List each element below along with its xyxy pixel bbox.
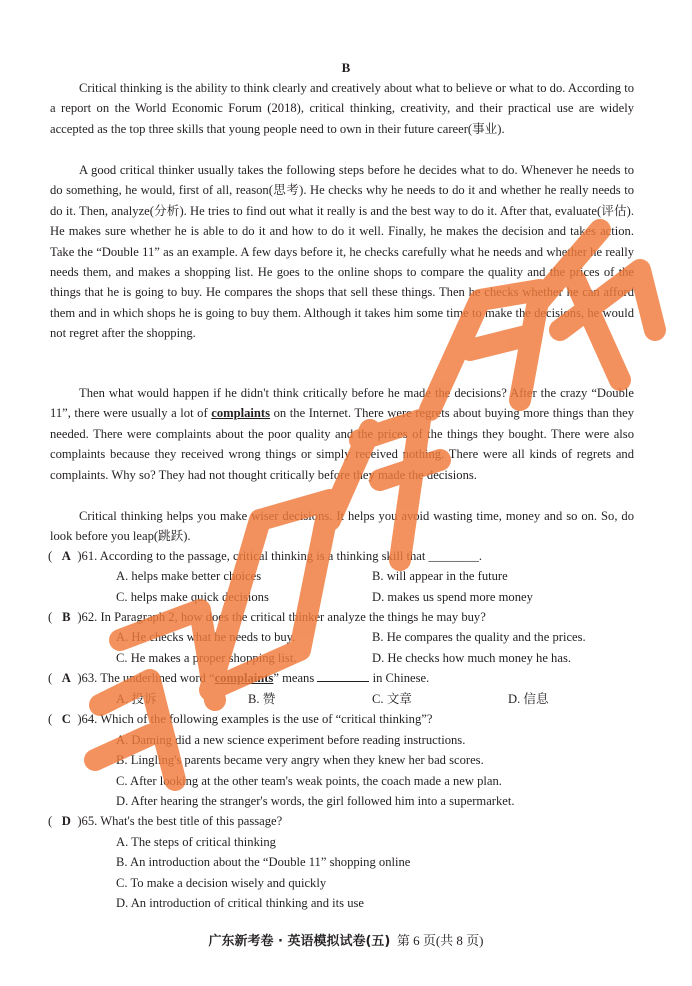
option-62b[interactable]: B. He compares the quality and the prices. [372,630,586,644]
answer-61: A [61,549,71,563]
option-65b[interactable]: B. An introduction about the “Double 11” shopping online [116,855,411,869]
question-stem-a: The underlined word “ [100,671,215,685]
option-61b[interactable]: B. will appear in the future [372,569,508,583]
question-stem: What's the best title of this passage? [100,814,283,828]
option-63b[interactable]: B. 赞 [248,692,276,706]
option-65d[interactable]: D. An introduction of critical thinking and its use [116,896,364,910]
option-65c[interactable]: C. To make a decision wisely and quickly [116,876,327,890]
question-62: ( B )62. In Paragraph 2, how does the critical thinker analyze the things he may buy? [48,607,638,627]
footer-page: 第 6 页(共 8 页) [396,933,484,948]
option-64c[interactable]: C. After looking at the other team's weak points, the coach made a new plan. [116,774,502,788]
question-stem: Which of the following examples is the use of “critical thinking”? [100,712,433,726]
option-62d[interactable]: D. He checks how much money he has. [372,651,571,665]
underlined-word-63: complaints [214,671,274,685]
question-stem: According to the passage, critical thinking is a thinking skill that ________. [99,549,483,563]
paragraph-1: Critical thinking is the ability to think clearly and creatively about what to believe or what to do. According to a report on the World Economic Forum (2018), critical thinking, creativity, and their practical use are widely accepted as the top three skills that young people need to own in their future career(事业). [50,81,634,136]
answer-63: A [61,671,71,685]
section-title: B [341,60,351,75]
option-61d[interactable]: D. makes us spend more money [372,590,533,604]
answer-blank[interactable] [317,669,369,682]
option-62c[interactable]: C. He makes a proper shopping list. [116,651,297,665]
option-63c[interactable]: C. 文章 [372,692,412,706]
footer-brand: 广东新考卷 · 英语模拟试卷(五) [208,934,391,949]
question-stem: In Paragraph 2, how does the critical thinker analyze the things he may buy? [100,610,486,624]
paragraph-3 [50,383,634,485]
paragraph-2: A good critical thinker usually takes the following steps before he decides what to do. Whenever he needs to do something, he would, first of all, reason(思考). He checks why he needs to do it and whether he really needs to do it. Then, analyze(分析). He tries to find out what it really is and the best way to do it. After that, evaluate(评估). He makes sure whether he is able to do it and how to do it well. Finally, he makes the decision and takes action. Take the “Double 11” as an example. A few days before it, he checks carefully what he needs and whether he really needs them, and makes a shopping list. He goes to the online shops to compare the quality and the prices of the things that he is going to buy. He compares the shops that sell these things. Then he checks whether he can afford them and in which shops he is going to buy them. Although it takes him some time to make the decisions, he would not regret after the shopping. [50,163,634,341]
option-63a[interactable]: A. 投诉 [116,692,157,706]
question-stem-c: in Chinese. [372,671,430,685]
option-64a[interactable]: A. Daming did a new science experiment before reading instructions. [116,733,466,747]
answer-64: C [61,712,71,726]
option-62a[interactable]: A. He checks what he needs to buy. [116,630,296,644]
option-61c[interactable]: C. helps make quick decisions [116,590,269,604]
option-63d[interactable]: D. 信息 [508,692,549,706]
option-64b[interactable]: B. Lingling's parents became very angry when they knew her bad scores. [116,753,484,767]
question-64: ( C )64. Which of the following examples is the use of “critical thinking”? [48,709,638,729]
paragraph-3-text-b: on the Internet. There were regrets about buying more things than they needed. There were complaints about the poor quality and the prices of the things they bought. There were also complaints because they received wrong things or simply received nothing. There were all kinds of regrets and complaints. Why so? They had not thought critically before they made the decisions. [50,406,635,482]
underlined-word: complaints [211,406,271,421]
question-stem-b: ” means [273,671,315,685]
page-footer [0,930,692,949]
question-61: ( A )61. According to the passage, critical thinking is a thinking skill that ________. [48,546,638,566]
question-65: ( D )65. What's the best title of this passage? [48,811,638,831]
answer-65: D [61,814,71,828]
option-64d[interactable]: D. After hearing the stranger's words, the girl followed him into a supermarket. [116,794,515,808]
paragraph-4: Critical thinking helps you make wiser decisions. It helps you avoid wasting time, money and so on. So, do look before you leap(跳跃). [50,509,634,544]
option-61a[interactable]: A. helps make better choices [116,569,262,583]
paragraph-3-text-a: Then what would happen if he didn't think critically before he made the decisions? After the crazy “Double 11”, there were usually a lot of [50,386,634,421]
question-63: ( A )63. The underlined word “complaints” means in Chinese. [48,668,638,688]
answer-62: B [62,610,71,624]
option-65a[interactable]: A. The steps of critical thinking [116,835,276,849]
